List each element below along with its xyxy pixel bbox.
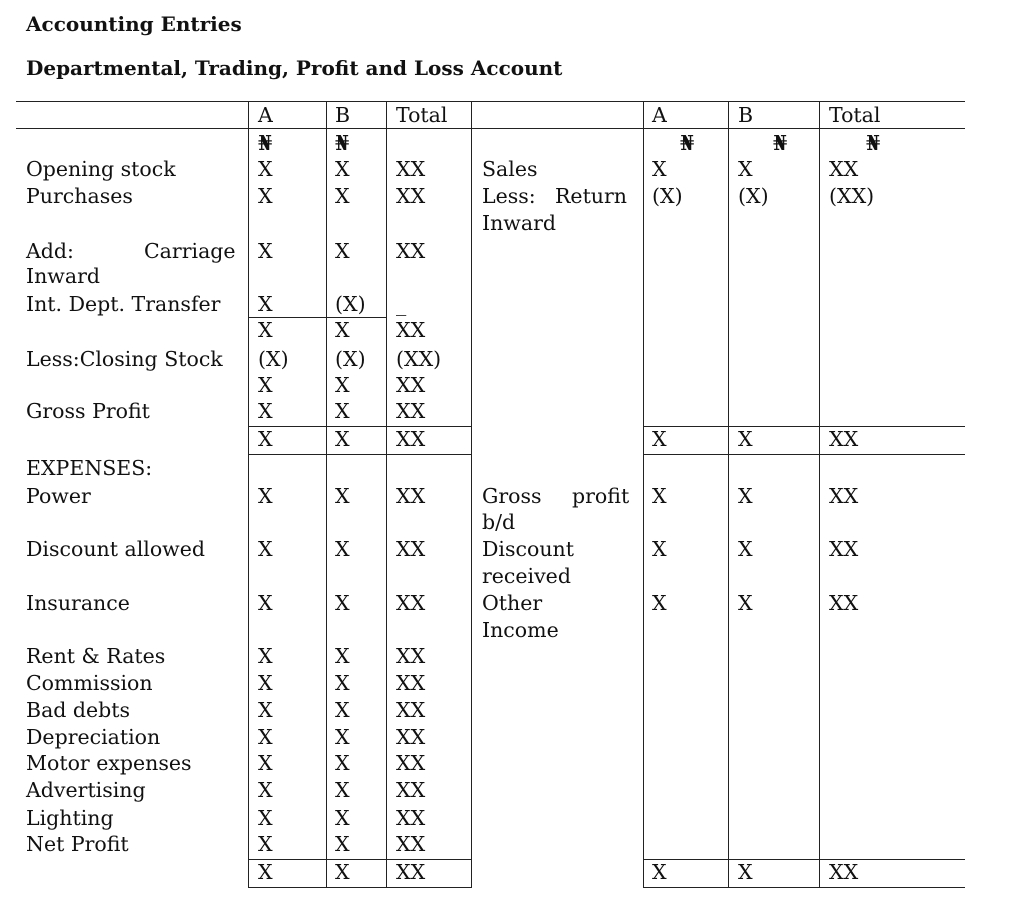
row-label: Inward [482, 211, 556, 235]
rule-horizontal [16, 101, 965, 102]
value-cell: X [335, 373, 350, 397]
value-cell: XX [396, 373, 426, 397]
value-cell: X [335, 644, 350, 668]
column-header: B [738, 103, 754, 127]
value-cell: X [652, 427, 667, 451]
column-header: Total [829, 103, 881, 127]
value-cell: X [738, 591, 753, 615]
value-cell: (X) [652, 184, 683, 208]
value-cell: XX [396, 537, 426, 561]
row-label: Insurance [26, 591, 130, 615]
value-cell: (XX) [396, 347, 442, 371]
value-cell: XX [396, 484, 426, 508]
row-label: Purchases [26, 184, 133, 208]
currency-symbol: ₦ [335, 131, 350, 155]
column-header: A [258, 103, 273, 127]
value-cell: XX [396, 832, 426, 856]
row-label: Return [555, 184, 628, 208]
row-label: Inward [26, 264, 100, 288]
value-cell: X [335, 751, 350, 775]
column-header: Total [396, 103, 448, 127]
value-cell: XX [829, 591, 859, 615]
value-cell: (X) [335, 347, 366, 371]
value-cell: X [258, 725, 273, 749]
row-label: Income [482, 618, 559, 642]
value-cell: XX [396, 239, 426, 263]
row-label: Power [26, 484, 91, 508]
row-label: Add: [26, 239, 74, 263]
value-cell: X [335, 591, 350, 615]
currency-symbol: ₦ [258, 131, 273, 155]
value-cell: X [258, 318, 273, 342]
value-cell: X [335, 399, 350, 423]
value-cell: X [335, 778, 350, 802]
value-cell: XX [396, 860, 426, 884]
rule-horizontal [248, 454, 471, 455]
value-cell: XX [829, 484, 859, 508]
value-cell: X [652, 860, 667, 884]
value-cell: X [652, 591, 667, 615]
column-header: B [335, 103, 351, 127]
value-cell: X [258, 373, 273, 397]
value-cell: X [258, 698, 273, 722]
value-cell: X [652, 484, 667, 508]
value-cell: (X) [738, 184, 769, 208]
rule-vertical [471, 101, 472, 888]
rule-horizontal [643, 859, 965, 860]
rule-horizontal [643, 887, 965, 888]
value-cell: X [258, 399, 273, 423]
value-cell: (XX) [829, 184, 875, 208]
row-label: Discount [482, 537, 574, 561]
value-cell: X [652, 537, 667, 561]
value-cell: XX [396, 318, 426, 342]
value-cell: X [258, 292, 273, 316]
value-cell: X [335, 427, 350, 451]
value-cell: XX [396, 644, 426, 668]
row-label: Depreciation [26, 725, 161, 749]
value-cell: X [258, 860, 273, 884]
value-cell: X [335, 806, 350, 830]
row-label: Less:Closing Stock [26, 347, 223, 371]
value-cell: (X) [258, 347, 289, 371]
value-cell: XX [396, 698, 426, 722]
value-cell: X [258, 157, 273, 181]
rule-vertical [248, 101, 249, 888]
row-label: Commission [26, 671, 153, 695]
value-cell: X [652, 157, 667, 181]
rule-horizontal [643, 454, 965, 455]
row-label: Motor expenses [26, 751, 192, 775]
row-label: Discount allowed [26, 537, 205, 561]
row-label: Other [482, 591, 543, 615]
rule-horizontal [248, 887, 471, 888]
value-cell: X [258, 537, 273, 561]
row-label: profit [572, 484, 630, 508]
row-label: Bad debts [26, 698, 131, 722]
row-label: Advertising [26, 778, 146, 802]
value-cell: X [258, 832, 273, 856]
row-label: Lighting [26, 806, 114, 830]
row-label: received [482, 564, 571, 588]
currency-symbol: ₦ [866, 131, 881, 155]
value-cell: X [335, 318, 350, 342]
value-cell: X [738, 157, 753, 181]
rule-horizontal [16, 128, 965, 129]
rule-vertical [819, 101, 820, 888]
value-cell: X [258, 184, 273, 208]
value-cell: XX [829, 860, 859, 884]
row-label: Gross Profit [26, 399, 150, 423]
value-cell: X [258, 671, 273, 695]
rule-vertical [326, 101, 327, 888]
row-label: Carriage [144, 239, 236, 263]
value-cell: XX [396, 671, 426, 695]
value-cell: XX [396, 157, 426, 181]
value-cell: XX [396, 778, 426, 802]
rule-horizontal [248, 859, 471, 860]
value-cell: X [335, 832, 350, 856]
value-cell: X [335, 239, 350, 263]
page-title: Accounting Entries [26, 12, 242, 36]
row-label: Int. Dept. Transfer [26, 292, 221, 316]
value-cell: (X) [335, 292, 366, 316]
value-cell: X [258, 239, 273, 263]
value-cell: XX [396, 751, 426, 775]
value-cell: X [258, 751, 273, 775]
value-cell: X [335, 537, 350, 561]
row-label: Less: [482, 184, 536, 208]
value-cell: X [258, 806, 273, 830]
value-cell: X [258, 644, 273, 668]
rule-horizontal [248, 426, 471, 427]
column-header: A [652, 103, 667, 127]
value-cell: X [335, 484, 350, 508]
value-cell: X [335, 698, 350, 722]
value-cell: X [335, 157, 350, 181]
value-cell: XX [829, 157, 859, 181]
value-cell: X [335, 725, 350, 749]
row-label: b/d [482, 510, 516, 534]
value-cell: X [738, 427, 753, 451]
value-cell: X [738, 537, 753, 561]
row-label: Rent & Rates [26, 644, 166, 668]
currency-symbol: ₦ [773, 131, 788, 155]
rule-vertical [728, 101, 729, 888]
rule-vertical [386, 101, 387, 888]
value-cell: XX [396, 591, 426, 615]
value-cell: XX [396, 725, 426, 749]
rule-horizontal [643, 426, 965, 427]
row-label: Opening stock [26, 157, 176, 181]
value-cell: X [258, 427, 273, 451]
value-cell: XX [829, 537, 859, 561]
section-title: Departmental, Trading, Profit and Loss Account [26, 56, 563, 80]
row-label: Sales [482, 157, 538, 181]
value-cell: XX [829, 427, 859, 451]
row-label: Gross [482, 484, 542, 508]
value-cell: X [335, 860, 350, 884]
value-cell: X [335, 184, 350, 208]
value-cell: XX [396, 427, 426, 451]
value-cell: XX [396, 806, 426, 830]
value-cell: XX [396, 399, 426, 423]
value-cell: XX [396, 184, 426, 208]
currency-symbol: ₦ [680, 131, 695, 155]
value-cell: X [335, 671, 350, 695]
value-cell: _ [396, 292, 407, 316]
value-cell: X [738, 484, 753, 508]
rule-vertical [643, 101, 644, 888]
section-label: EXPENSES: [26, 456, 153, 480]
value-cell: X [738, 860, 753, 884]
value-cell: X [258, 591, 273, 615]
value-cell: X [258, 778, 273, 802]
value-cell: X [258, 484, 273, 508]
row-label: Net Profit [26, 832, 129, 856]
